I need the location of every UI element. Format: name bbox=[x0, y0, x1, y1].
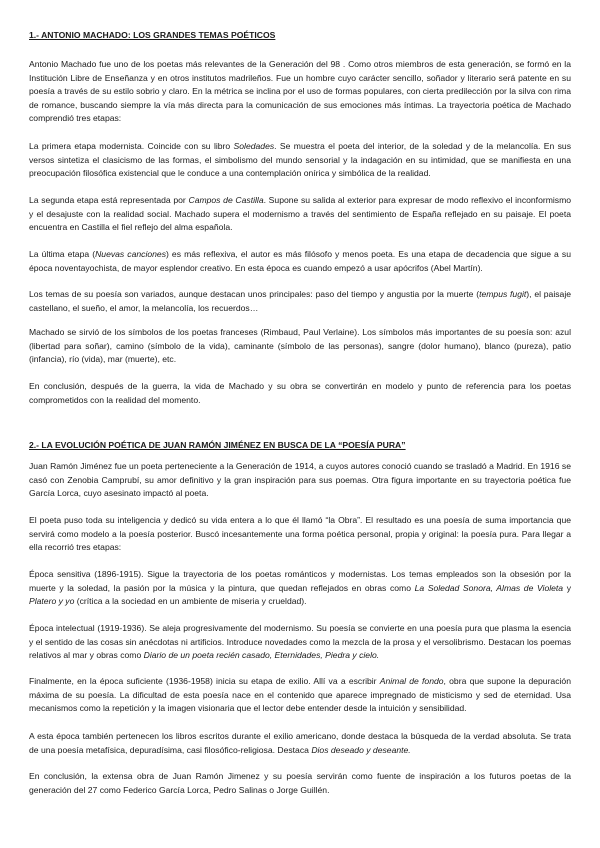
section-1-heading: 1.- ANTONIO MACHADO: LOS GRANDES TEMAS POÉTICOS bbox=[29, 30, 276, 40]
text-run: Finalmente, en la época suficiente (1936-1958) inicia su etapa de exilio. Allí va a escribir bbox=[29, 676, 380, 686]
section-1-paragraph-symbols: Machado se sirvió de los símbolos de los poetas franceses (Rimbaud, Paul Verlaine). Los símbolos más importantes de su poesía son: azul (libertad para soñar), camino (símbolo de la vida), caminante (símbolo de las personas), sangre (dolor humano), blanco (pureza), patio (infancia), río (vida), mar (muerte), etc. bbox=[29, 327, 571, 365]
book-title: Nuevas canciones bbox=[95, 249, 166, 259]
book-title: Animal de fondo bbox=[379, 676, 444, 686]
text-run: Época intelectual (1919-1936). Se aleja progresivamente del modernismo. Su poesía se convierte en una poesía pura que plasma la esencia y el sentido de las cosas sin anécdotas ni artificios. Introduce novedades como la mezcla de la prosa y el versolibrismo. Destacan los poemas relativos al mar y obras como bbox=[29, 623, 571, 661]
section-1-paragraph-conclusion: En conclusión, después de la guerra, la vida de Machado y su obra se convertirán en modelo y punto de referencia para los poetas comprometidos con la realidad del momento. bbox=[29, 381, 571, 405]
book-title: Diario de un poeta recién casado, Eternidades, Piedra y cielo. bbox=[143, 650, 380, 661]
text-run: . Se muestra el poeta del interior, de la soledad y de la melancolía. En sus versos sintetiza el clasicismo de las formas, el simbolismo del mundo sensorial y la indagación en su intimidad, que se manifiesta en una preocupación filosófica existencial que le conduce a una contemplación onírica y simbólica de la realidad. bbox=[29, 141, 571, 179]
text-run: ) es más reflexiva, el autor es más filósofo y menos poeta. Es una etapa de decadencia que sigue a su época noventayochista, de mayor esplendor creativo. En esta época es cuando empezó a usar apócrifos (Abel Martín). bbox=[29, 249, 571, 273]
section-1-paragraph-last-stage bbox=[29, 248, 571, 275]
section-1-paragraph-themes bbox=[29, 288, 571, 315]
section-2-paragraph-conclusion: En conclusión, la extensa obra de Juan Ramón Jimenez y su poesía servirán como fuente de inspiración a los futuros poetas de la generación del 27 como Federico García Lorca, Pedro Salinas o Jorge Guillén. bbox=[29, 771, 571, 795]
section-2-paragraph-intro: Juan Ramón Jiménez fue un poeta perteneciente a la Generación de 1914, a cuyos autores conoció cuando se trasladó a Madrid. En 1916 se casó con Zenobia Camprubí, su amor definitivo y la gran inspiración para sus poemas. Otra figura importante en su trayectoria poética fue García Lorca, cuyo asesinato impactó al poeta. bbox=[29, 461, 571, 499]
section-2-paragraph-exile-books bbox=[29, 730, 571, 757]
text-run: , obra que supone la depuración máxima de su poesía. La dificultad de esta poesía nace en el contenido que aparece impregnado de misticismo y sed de eternidad. Usa mecanismos como la repetición y la imagen visionaria que el lector debe entender desde la intuición y sensibilidad. bbox=[29, 676, 571, 714]
section-1-paragraph-second-stage bbox=[29, 194, 571, 235]
text-run: A esta época también pertenecen los libros escritos durante el exilio americano, donde destaca la búsqueda de la verdad absoluta. Se trata de una poesía metafísica, depuradísima, casi filosófico-religiosa. Destaca bbox=[29, 731, 571, 755]
latin-phrase: tempus fugit bbox=[479, 289, 527, 299]
text-run: y bbox=[563, 582, 572, 593]
section-2-paragraph-sensitive-era bbox=[29, 568, 571, 609]
section-2-paragraph-intellectual-era bbox=[29, 622, 571, 663]
text-run: La primera etapa modernista. Coincide con su libro bbox=[29, 141, 234, 151]
text-run: ), el paisaje castellano, el sueño, el amor, la melancolía, los recuerdos… bbox=[29, 289, 572, 313]
book-title: La Soledad Sonora, Almas de Violeta bbox=[414, 582, 564, 593]
section-2-heading: 2.- LA EVOLUCIÓN POÉTICA DE JUAN RAMÓN JIMÉNEZ EN BUSCA DE LA “POESÍA PURA” bbox=[29, 440, 406, 450]
book-title: Dios deseado y deseante. bbox=[311, 744, 411, 755]
section-1-paragraph-first-stage bbox=[29, 140, 571, 181]
text-run: Época sensitiva (1896-1915). Sigue la trayectoria de los poetas románticos y modernistas. Los temas empleados son la obsesión por la muerte y la soledad, la pasión por la música y la pintura, que quedan reflejados en obras como bbox=[29, 569, 571, 593]
section-2-paragraph-la-obra: El poeta puso toda su inteligencia y dedicó su vida entera a lo que él llamó “la Obra”. El resultado es una poesía de suma importancia que servirá como modelo a la poesía posterior. Buscó incesantemente una forma poética personal, propia y original: la poesía pura. Para llegar a ella recorrió tres etapas: bbox=[29, 515, 571, 553]
section-2-paragraph-sufficient-era bbox=[29, 675, 571, 716]
text-run: (crítica a la sociedad en un ambiente de miseria y crueldad). bbox=[74, 596, 307, 607]
text-run: . Supone su salida al exterior para expresar de modo reflexivo el inconformismo y el desajuste con la realidad social. Machado supera el modernismo a través del sentimiento de España reflejado en su paisaje. El poeta encuentra en Castilla el fiel reflejo del alma española. bbox=[29, 195, 572, 233]
text-run: La segunda etapa está representada por bbox=[29, 195, 189, 205]
book-title: Soledades bbox=[233, 141, 275, 151]
text-run: Los temas de su poesía son variados, aunque destacan unos principales: paso del tiempo y angustia por la muerte ( bbox=[29, 289, 480, 299]
text-run: La última etapa ( bbox=[29, 249, 96, 259]
book-title: Campos de Castilla bbox=[188, 195, 264, 205]
book-title: Platero y yo bbox=[29, 596, 75, 607]
section-1-paragraph-intro: Antonio Machado fue uno de los poetas más relevantes de la Generación del 98 . Como otros miembros de esta generación, se formó en la Institución Libre de Enseñanza y en otros institutos madrileños. Fue un hombre cuyo carácter sencillo, soñador y literario será patente en su poesía a través de su estilo sobrio y claro. En la métrica se inclina por el uso de formas populares, con cierta predilección por la silva con rima de romance, buscando siempre la vía más directa para la comunicación de sus emociones más íntimas. La trayectoria poética de Machado comprendió tres etapas: bbox=[29, 59, 571, 124]
